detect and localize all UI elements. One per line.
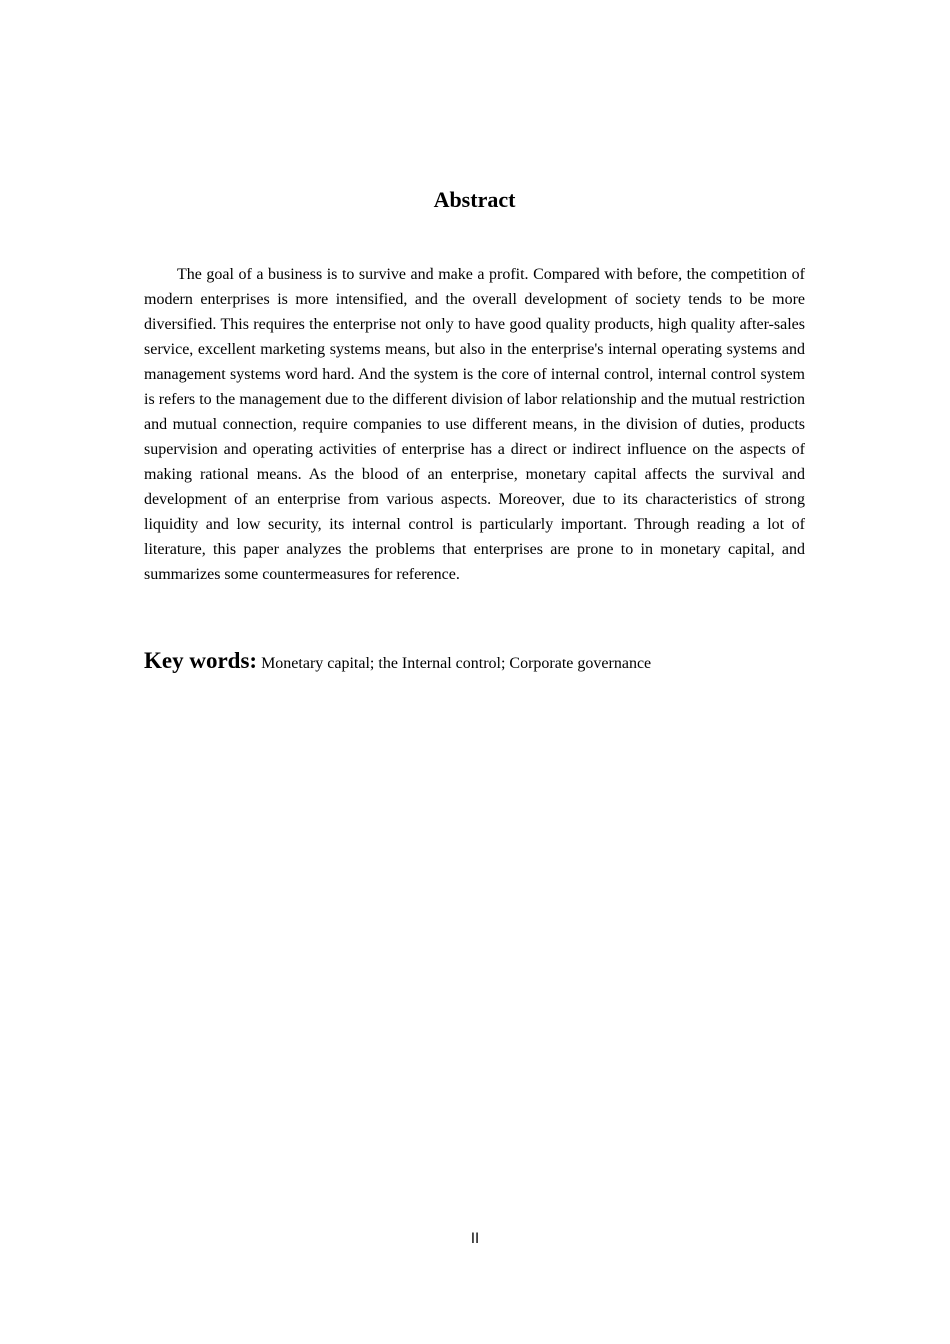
page-number: II [470,1231,480,1247]
abstract-title: Abstract [433,187,516,212]
keywords-line [144,645,805,680]
abstract-paragraph: The goal of a business is to survive and make a profit. Compared with before, the competition of modern enterprises is more intensified, and the overall development of society tends to be more diversified. This requires the enterprise not only to have good quality products, high quality after-sales service, excellent marketing systems means, but also in the enterprise's internal operating systems and management systems word hard. And the system is the core of internal control, internal control system is refers to the management due to the different division of labor relationship and the mutual restriction and mutual connection, require companies to use different means, in the division of duties, products supervision and operating activities of enterprise has a direct or indirect influence on the aspects of making rational means. As the blood of an enterprise, monetary capital affects the survival and development of an enterprise from various aspects. Moreover, due to its characteristics of strong liquidity and low security, its internal control is particularly important. Through reading a lot of literature, this paper analyzes the problems that enterprises are prone to in monetary capital, and summarizes some countermeasures for reference. [144,266,805,583]
keywords-label: Key words: [144,648,258,673]
keywords-value: Monetary capital; the Internal control; Corporate governance [261,655,652,672]
